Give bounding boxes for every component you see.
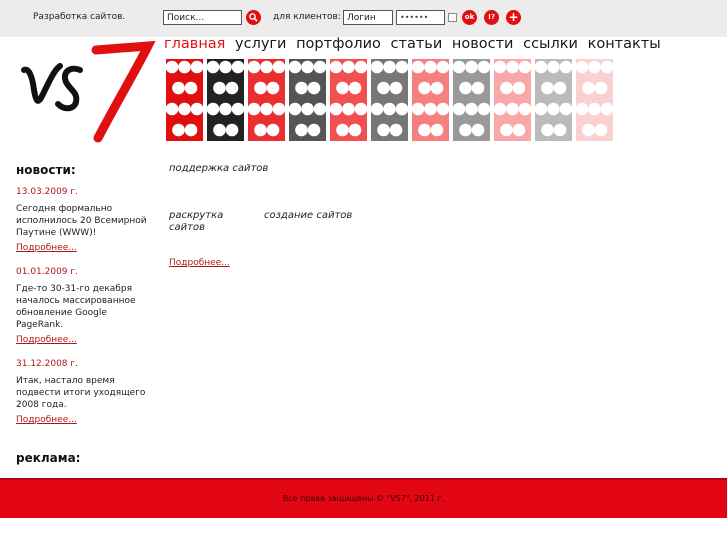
main-more-link[interactable]: Подробнее... [169,258,230,268]
news-item [16,266,156,346]
copyright-text: Все права защищены © "VS7", 2011 г. [282,494,445,503]
pattern-column [207,59,245,141]
nav-item-portfolio[interactable]: портфолио [296,36,381,52]
news-more-link[interactable]: Подробнее... [16,415,77,425]
pattern-column [166,59,204,141]
site-logo[interactable] [18,40,158,144]
register-button[interactable]: + [506,10,521,25]
pattern-column [371,59,409,141]
news-date: 01.01.2009 г. [16,267,78,277]
news-date: 31.12.2008 г. [16,359,78,369]
creation-link[interactable]: создание сайтов [264,210,353,221]
nav-item-articles[interactable]: статьи [390,36,443,52]
promotion-link[interactable]: раскрутка сайтов [169,210,224,233]
search-input[interactable] [163,10,242,25]
remember-checkbox[interactable] [448,13,457,22]
main-nav [164,36,666,52]
site-tagline: Разработка сайтов. [33,12,126,22]
news-item [16,358,156,426]
nav-item-services[interactable]: услуги [235,36,287,52]
search-icon [246,10,261,25]
pattern-column [453,59,491,141]
ads-heading: реклама: [16,451,81,465]
news-more-link[interactable]: Подробнее... [16,335,77,345]
news-text: Сегодня формально исполнилось 20 Всемирной Паутине (WWW)! [16,204,147,238]
pattern-column [535,59,573,141]
pattern-column [494,59,532,141]
nav-item-home[interactable]: главная [164,36,226,52]
login-input[interactable] [343,10,393,25]
nav-item-contacts[interactable]: контакты [587,36,661,52]
news-more-link[interactable]: Подробнее... [16,243,77,253]
ok-button[interactable]: ok [462,10,477,25]
nav-item-news[interactable]: новости [451,36,514,52]
help-button[interactable]: !? [484,10,499,25]
top-bar [0,0,727,37]
news-text: Итак, настало время подвести итоги уходящего 2008 года. [16,376,146,410]
news-item [16,186,156,254]
nav-item-links[interactable]: ссылки [523,36,578,52]
search-button[interactable] [246,10,261,25]
news-date: 13.03.2009 г. [16,187,78,197]
news-text: Где-то 30-31-го декабря началось массированное обновление Google PageRank. [16,284,136,330]
pattern-column [412,59,450,141]
news-heading: новости: [16,163,76,177]
support-link[interactable]: поддержка сайтов [169,163,269,174]
pattern-column [576,59,614,141]
pattern-column [330,59,368,141]
password-input[interactable]: •••••• [396,10,445,25]
pattern-column [248,59,286,141]
clients-label: для клиентов: [273,12,341,22]
footer [0,478,727,518]
pattern-column [289,59,327,141]
header-decoration-pattern [164,55,658,145]
